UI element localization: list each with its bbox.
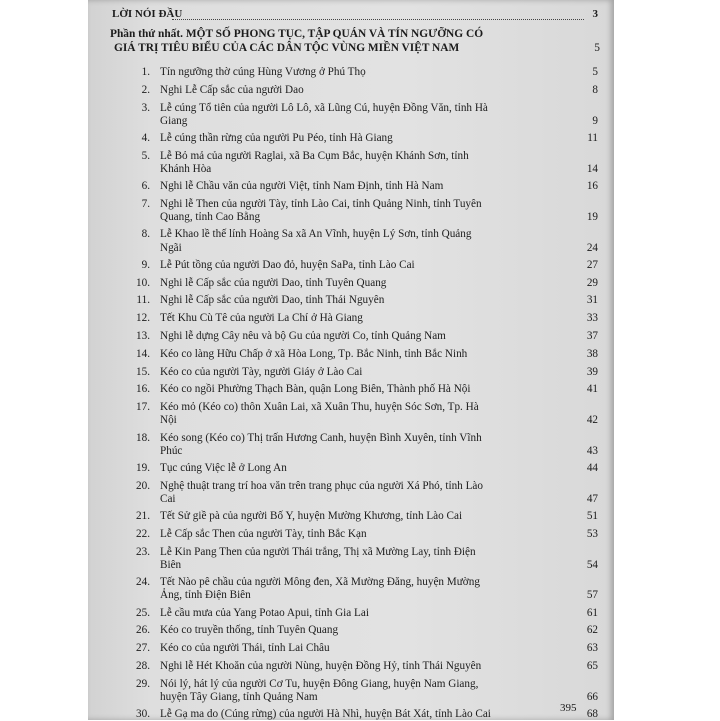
toc-entry xyxy=(110,150,598,176)
preface-page: 3 xyxy=(592,8,598,20)
toc-entry xyxy=(110,294,598,307)
part1-line2-wrap xyxy=(110,41,600,55)
toc-entry xyxy=(110,132,598,145)
toc-entry xyxy=(110,660,598,673)
toc-entry-text: Tín ngưỡng thờ cúng Hùng Vương ở Phú Thọ xyxy=(160,66,366,78)
toc-entry-page: 68 xyxy=(586,708,598,721)
page-number: 395 xyxy=(560,702,577,714)
toc-entry xyxy=(110,480,598,506)
toc-entry xyxy=(110,228,598,254)
toc-entry xyxy=(110,84,598,97)
toc-entry-text: Kéo song (Kéo co) Thị trấn Hương Canh, huyện Bình Xuyên, tỉnh Vĩnh xyxy=(160,431,482,444)
toc-entry-number: 28. xyxy=(136,660,150,672)
toc-entry-number: 24. xyxy=(136,576,150,589)
toc-entry xyxy=(110,432,598,458)
toc-entry-text: Giang xyxy=(160,114,188,127)
toc-entry-number: 20. xyxy=(136,479,150,492)
toc-entry-number: 9. xyxy=(141,258,150,271)
toc-entry-number: 27. xyxy=(136,642,150,655)
toc-entry-text: Nghi lễ Hét Khoăn của người Nùng, huyện Đồng Hỷ, tỉnh Thái Nguyên xyxy=(160,660,482,672)
toc-entry xyxy=(110,277,598,290)
toc-entry-page: 47 xyxy=(586,492,598,505)
toc-entry xyxy=(110,66,598,79)
part1-line2: GIÁ TRỊ TIÊU BIỂU CỦA CÁC DÂN TỘC VÙNG MIỀN VIỆT NAM xyxy=(114,42,460,54)
preface-leader xyxy=(172,10,584,20)
toc-entry-page: 14 xyxy=(586,162,598,175)
preface-title: LỜI NÓI ĐẦU xyxy=(112,8,183,20)
toc-entry-text: Ngãi xyxy=(160,241,182,254)
toc-entry xyxy=(110,708,598,721)
toc-entry-text: Nghi lễ Cấp sắc của người Dao, tỉnh Tuyên Quang xyxy=(160,276,387,289)
toc-entry-page: 65 xyxy=(586,660,598,672)
toc-entry-page: 33 xyxy=(586,312,598,325)
toc-entry-text: Lễ Bỏ mả của người Raglai, xã Ba Cụm Bắc, huyện Khánh Sơn, tỉnh xyxy=(160,149,469,162)
toc-entry-number: 16. xyxy=(136,383,150,396)
toc-entry-text: Lễ cầu mưa của Yang Potao Apui, tỉnh Gia Lai xyxy=(160,606,369,619)
toc-entry-number: 25. xyxy=(136,606,150,619)
toc-entry-text: Nói lý, hát lý của người Cơ Tu, huyện Đông Giang, huyện Nam Giang, xyxy=(160,677,479,690)
toc-entry-page: 39 xyxy=(586,365,598,378)
toc-entry-number: 10. xyxy=(136,276,150,289)
toc-entry-text: Kéo co của người Tày, người Giáy ở Lào Cai xyxy=(160,365,363,378)
toc-entry-page: 44 xyxy=(586,462,598,474)
toc-entry-number: 2. xyxy=(141,83,150,96)
toc-entry-text: Tết Nào pê chầu của người Mông đen, Xã Mường Đăng, huyện Mường xyxy=(160,576,480,589)
toc-entry-number: 14. xyxy=(136,347,150,360)
toc-entry-page: 9 xyxy=(592,114,598,127)
toc-entry-page: 66 xyxy=(586,690,598,703)
toc-entry-text: Cai xyxy=(160,492,176,505)
toc-entry-page: 53 xyxy=(586,528,598,540)
toc-entry-number: 5. xyxy=(141,149,150,162)
toc-entry-page: 42 xyxy=(586,414,598,427)
toc-entry-text: Ảng, tỉnh Điện Biên xyxy=(160,589,251,602)
toc-entry-page: 61 xyxy=(586,606,598,619)
toc-entry xyxy=(110,102,598,128)
toc-entry-number: 1. xyxy=(141,66,150,78)
toc-entry-page: 51 xyxy=(586,510,598,523)
toc-entry-number: 11. xyxy=(136,294,150,307)
toc-entry-number: 12. xyxy=(136,312,150,325)
toc-entry-text: Kéo co của người Thái, tỉnh Lai Châu xyxy=(160,642,330,655)
toc-entry-page: 19 xyxy=(586,211,598,224)
toc-entry xyxy=(110,607,598,620)
toc-entry-text: Biên xyxy=(160,558,182,571)
toc-entry-page: 31 xyxy=(586,294,598,307)
toc-entry-number: 3. xyxy=(141,101,150,114)
toc-entry-page: 54 xyxy=(586,558,598,571)
toc-entry-text: Tết Sử giề pà của người Bố Y, huyện Mường Khương, tỉnh Lào Cai xyxy=(160,510,463,523)
toc-entry-text: Lễ Kin Pang Then của người Thái trắng, Thị xã Mường Lay, tỉnh Điện xyxy=(160,545,476,558)
toc-entry-page: 8 xyxy=(592,83,598,96)
toc-entry xyxy=(110,624,598,637)
toc-entry-number: 7. xyxy=(141,198,150,210)
toc-entry-page: 11 xyxy=(587,132,598,144)
toc-entry xyxy=(110,401,598,427)
toc-entry-number: 4. xyxy=(141,132,150,144)
toc-entry-page: 43 xyxy=(586,444,598,457)
toc-entry xyxy=(110,366,598,379)
toc-entry-number: 30. xyxy=(136,708,150,721)
toc-entry xyxy=(110,383,598,396)
toc-entry-page: 16 xyxy=(586,180,598,193)
toc-entry-number: 13. xyxy=(136,330,150,342)
toc-entry-number: 21. xyxy=(136,510,150,523)
toc-entry-text: Kéo co truyền thống, tỉnh Tuyên Quang xyxy=(160,624,339,637)
toc-entry-text: Nội xyxy=(160,414,177,427)
toc-entry-text: Nghi lễ dựng Cây nêu và bộ Gu của người Co, tỉnh Quảng Nam xyxy=(160,330,446,342)
toc-entry-text: Phúc xyxy=(160,444,183,457)
toc-entry xyxy=(110,330,598,343)
toc-entry-text: Nghi lễ Cấp sắc của người Dao, tỉnh Thái Nguyên xyxy=(160,294,385,307)
toc-entry xyxy=(110,198,598,224)
toc-entry xyxy=(110,348,598,361)
toc-entry-text: Nghi lễ Then của người Tày, tỉnh Lào Cai, tỉnh Quảng Ninh, tỉnh Tuyên xyxy=(160,198,482,210)
toc-entry xyxy=(110,546,598,572)
toc-entry-text: Lễ Gạ ma do (Cúng rừng) của người Hà Nhì, huyện Bát Xát, tỉnh Lào Cai xyxy=(160,708,491,721)
toc-entry-number: 8. xyxy=(141,228,150,241)
toc-entry-number: 15. xyxy=(136,365,150,378)
toc-entry-page: 41 xyxy=(586,383,598,396)
toc-entry xyxy=(110,180,598,193)
toc-entry-page: 63 xyxy=(586,642,598,655)
toc-entry-text: Khánh Hòa xyxy=(160,162,212,175)
toc-entry-text: Tục cúng Việc lễ ở Long An xyxy=(160,462,287,474)
toc-entry-page: 29 xyxy=(586,276,598,289)
toc-entry-page: 5 xyxy=(592,66,598,78)
toc-entry-text: huyện Tây Giang, tỉnh Quảng Nam xyxy=(160,690,318,703)
toc-entry xyxy=(110,642,598,655)
toc-entry xyxy=(110,678,598,704)
toc-entry xyxy=(110,510,598,523)
part1-page: 5 xyxy=(594,42,600,54)
part1-heading xyxy=(110,27,600,55)
toc-entry-number: 29. xyxy=(136,677,150,690)
toc-entry-page: 37 xyxy=(586,330,598,342)
toc-entry xyxy=(110,259,598,272)
toc-entry-number: 22. xyxy=(136,528,150,540)
toc-entry xyxy=(110,576,598,602)
toc-entry-text: Nghệ thuật trang trí hoa văn trên trang phục của người Xá Phó, tỉnh Lào xyxy=(160,479,483,492)
toc-entry-text: Lễ Pút tồng của người Dao đỏ, huyện SaPa, tỉnh Lào Cai xyxy=(160,258,415,271)
toc-entry-page: 24 xyxy=(586,241,598,254)
toc-entry-number: 26. xyxy=(136,624,150,637)
toc-entry-text: Lễ Cấp sắc Then của người Tày, tỉnh Bắc Kạn xyxy=(160,528,367,540)
preface-line xyxy=(112,8,598,21)
toc-entry-text: Lễ cúng Tổ tiên của người Lô Lô, xã Lũng Cú, huyện Đồng Văn, tỉnh Hà xyxy=(160,101,488,114)
toc-entry-text: Kéo co làng Hữu Chấp ở xã Hòa Long, Tp. Bắc Ninh, tỉnh Bắc Ninh xyxy=(160,347,468,360)
toc-entry-number: 23. xyxy=(136,545,150,558)
toc-entry-page: 38 xyxy=(586,347,598,360)
toc-entry-number: 6. xyxy=(141,180,150,193)
toc-entry-text: Kéo mỏ (Kéo co) thôn Xuân Lai, xã Xuân Thu, huyện Sóc Sơn, Tp. Hà xyxy=(160,401,479,414)
toc-entry-number: 19. xyxy=(136,462,150,474)
part1-line1: Phần thứ nhất. MỘT SỐ PHONG TỤC, TẬP QUÁN VÀ TÍN NGƯỠNG CÓ xyxy=(110,28,484,40)
toc-entry xyxy=(110,462,598,475)
toc-entry-text: Nghi lễ Chầu văn của người Việt, tỉnh Nam Định, tỉnh Hà Nam xyxy=(160,180,444,193)
toc-entry-page: 27 xyxy=(586,258,598,271)
toc-entry-text: Quang, tỉnh Cao Bằng xyxy=(160,211,261,224)
toc-entry-page: 57 xyxy=(586,589,598,602)
toc-entry xyxy=(110,528,598,541)
toc-entry-text: Lễ Khao lề thế lính Hoàng Sa xã An Vĩnh, huyện Lý Sơn, tỉnh Quảng xyxy=(160,228,472,241)
toc-entry-number: 17. xyxy=(136,401,150,414)
toc-entry-number: 18. xyxy=(136,431,150,444)
toc-entry-text: Lễ cúng thần rừng của người Pu Péo, tỉnh Hà Giang xyxy=(160,132,393,144)
toc-entry xyxy=(110,312,598,325)
toc-entry-text: Kéo co ngồi Phường Thạch Bàn, quận Long Biên, Thành phố Hà Nội xyxy=(160,383,471,396)
toc-entry-page: 62 xyxy=(586,624,598,637)
toc-entry-text: Tết Khu Cù Tê của người La Chí ở Hà Giang xyxy=(160,312,363,325)
toc-entry-text: Nghi Lễ Cấp sắc của người Dao xyxy=(160,83,304,96)
